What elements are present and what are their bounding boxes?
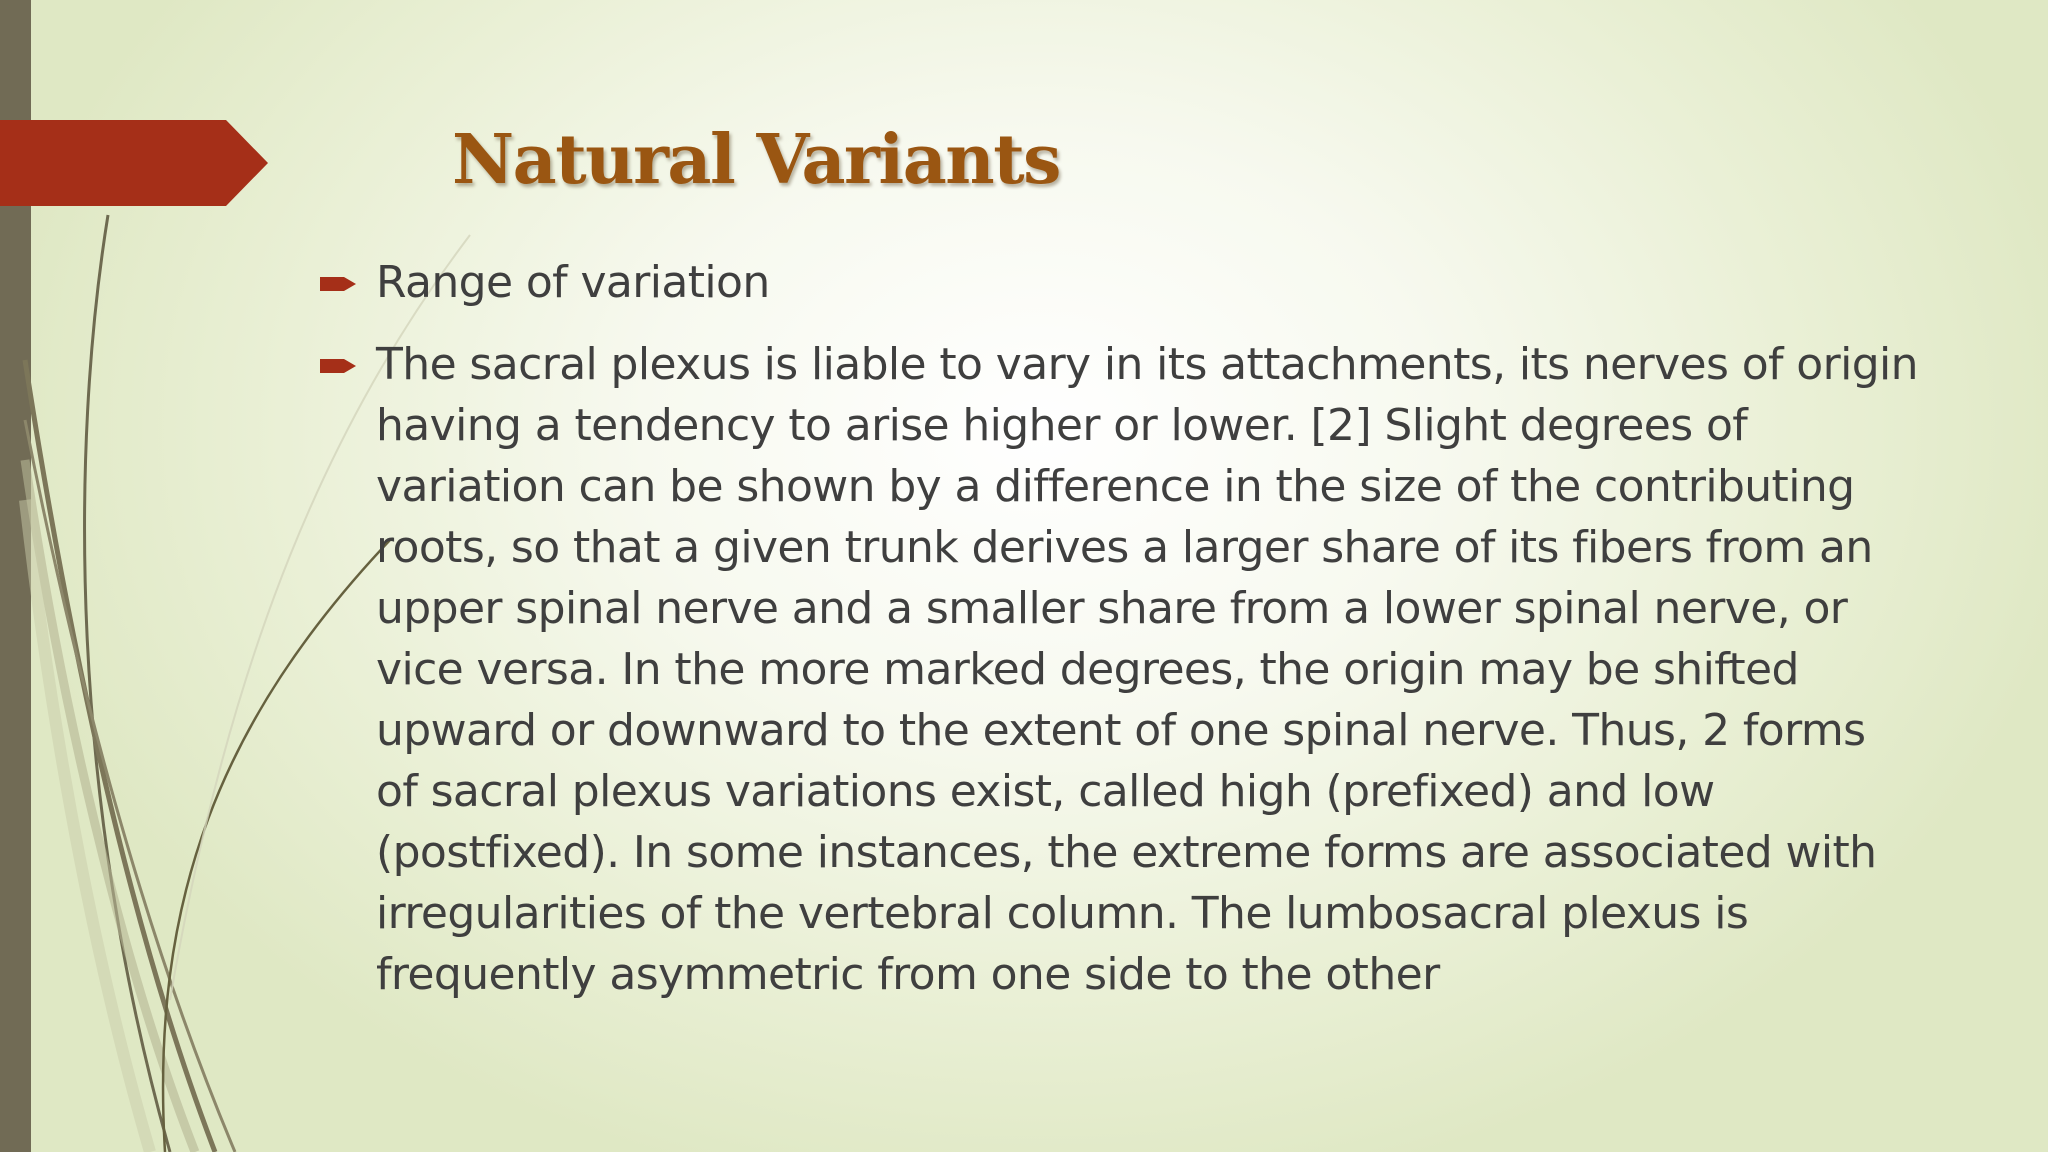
right-arrow-bullet-icon: [318, 274, 358, 294]
bullet-list: [318, 252, 1918, 1026]
slide-title: Natural Variants: [452, 120, 1060, 200]
bullet-text: The sacral plexus is liable to vary in its attachments, its nerves of origin having a tendency to arise higher or lower. [2] Slight degrees of variation can be shown by a difference in the size of the contributing roots, so that a given trunk derives a larger share of its fibers from an upper spinal nerve and a smaller share from a lower spinal nerve, or vice versa. In the more marked degrees, the origin may be shifted upward or downward to the extent of one spinal nerve. Thus, 2 forms of sacral plexus variations exist, called high (prefixed) and low (postfixed). In some instances, the extreme forms are associated with irregularities of the vertebral column. The lumbosacral plexus is frequently asymmetric from one side to the other: [376, 339, 1918, 1000]
title-accent-arrow: [0, 120, 268, 206]
bullet-item: [318, 334, 1918, 1005]
bullet-text: Range of variation: [376, 257, 770, 308]
bullet-item: [318, 252, 1918, 313]
right-arrow-bullet-icon: [318, 356, 358, 376]
